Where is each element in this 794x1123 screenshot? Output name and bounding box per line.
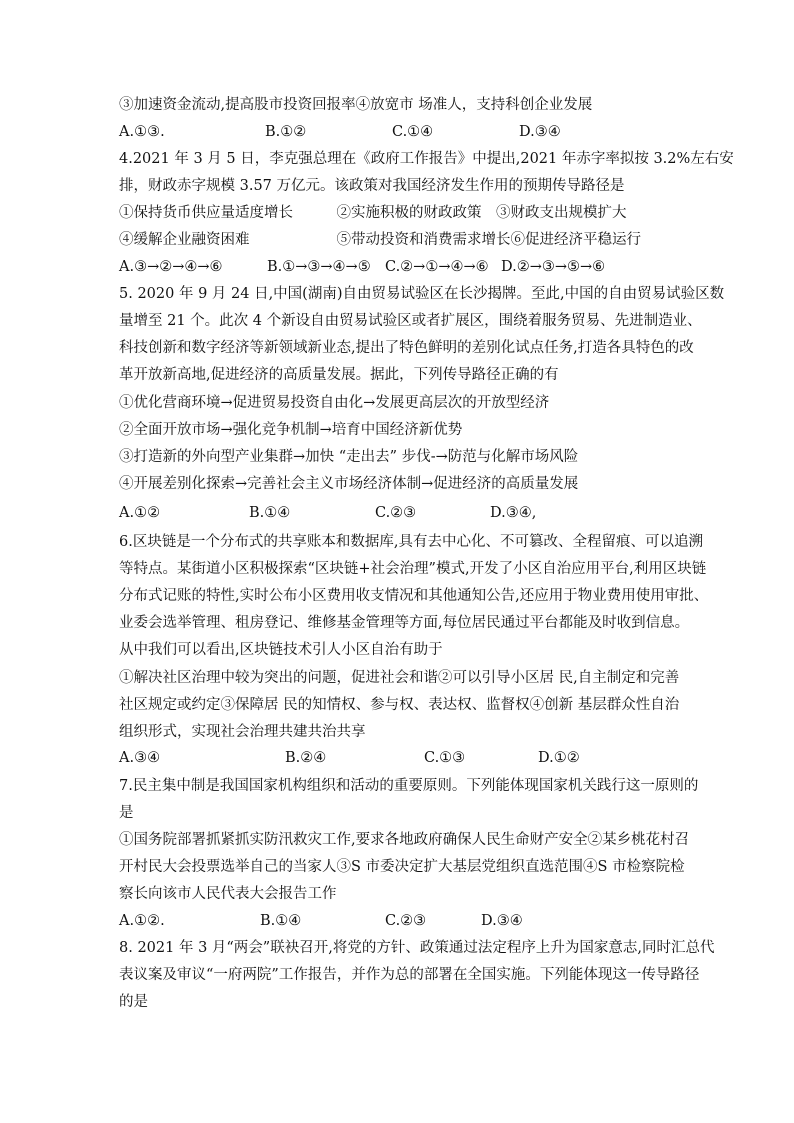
q6-choice-c: C.①③ [424, 750, 466, 766]
q3-choice-a: A.①③. [119, 124, 165, 140]
q7-stem-line: 7.民主集中制是我国国家机构组织和活动的重要原则。下列能体现国家机关践行这一原则的 [119, 778, 699, 794]
q5-choice-c: C.②③ [375, 505, 417, 521]
q5-option-line: ③打造新的外向型产业集群→加快 “走出去” 步伐-→防范与化解市场风险 [119, 449, 579, 465]
q5-choices [119, 503, 679, 523]
q6-stem-line: 6.区块链是一个分布式的共享账本和数据库,具有去中心化、不可篡改、全程留痕、可以追溯 [119, 534, 703, 550]
q4-stem-line: 4.2021 年 3 月 5 日，李克强总理在《政府工作报告》中提出,2021 年赤字率拟按 3.2%左右安 [119, 151, 734, 167]
q5-option-line: ②全面开放市场→强化竞争机制→培育中国经济新优势 [119, 422, 463, 438]
q5-option-line: ④开展差别化探索→完善社会主义市场经济体制→促进经济的高质量发展 [119, 476, 579, 492]
q6-choice-a: A.③④ [119, 750, 161, 766]
q7-choices [119, 911, 679, 931]
q6-choices [119, 748, 679, 768]
q4-choice-c: C.②→①→④→⑥ [385, 259, 489, 275]
q5-stem-line: 革开放新高地,促进经济的高质量发展。据此，下列传导路径正确的有 [119, 367, 559, 383]
q7-choice-a: A.①②. [119, 913, 165, 929]
q4-stem-line: 排，财政赤字规模 3.57 万亿元。该政策对我国经济发生作用的预期传导路径是 [119, 178, 625, 194]
q3-choice-d: D.③④ [519, 124, 561, 140]
q6-choice-d: D.①② [538, 750, 580, 766]
q6-stem-line: 业委会选举管理、租房登记、维修基金管理等方面,每位居民通过平台都能及时收到信息。 [119, 615, 690, 631]
q7-choice-d: D.③④ [481, 913, 523, 929]
q4-choice-b: B.①→③→④→⑤ [267, 259, 371, 275]
q8-stem-line: 表议案及审议“一府两院”工作报告，并作为总的部署在全国实施。下列能体现这一传导路径 [119, 967, 700, 983]
q5-choice-d: D.③④, [490, 505, 537, 521]
q6-option-line: 社区规定或约定③保障居 民的知情权、参与权、表达权、监督权④创新 基层群众性自治 [119, 697, 680, 713]
q7-stem-line: 是 [119, 805, 134, 821]
q3-choices [119, 122, 679, 142]
q8-stem-line: 的是 [119, 994, 148, 1010]
q6-choice-b: B.②④ [285, 750, 327, 766]
q7-option-line: 察长向该市人民代表大会报告工作 [119, 886, 337, 902]
q6-stem-line: 等特点。某街道小区积极探索“区块链+社会治理”模式,开发了小区自治应用平台,利用区块链 [119, 561, 707, 577]
q6-stem-line: 分布式记账的特性,实时公布小区费用收支情况和其他通知公告,还应用于物业费用使用审批、 [119, 588, 709, 604]
q7-option-line: 开村民大会投票选举自己的当家人③S 市委决定扩大基层党组织直选范围④S 市检察院检 [119, 859, 685, 875]
q7-choice-b: B.①④ [260, 913, 302, 929]
q4-choice-d: D.②→③→⑤→⑥ [501, 259, 606, 275]
q5-stem-line: 量增至 21 个。此次 4 个新设自由贸易试验区或者扩展区，围绕着服务贸易、先进制造业、 [119, 313, 702, 329]
q4-option-line: ①保持货币供应量适度增长 ②实施积极的财政政策 ③财政支出规模扩大 [119, 205, 627, 221]
q4-choices [119, 257, 679, 277]
q4-option-line: ④缓解企业融资困难 ⑤带动投资和消费需求增长⑥促进经济平稳运行 [119, 232, 641, 248]
q7-option-line: ①国务院部署抓紧抓实防汛救灾工作,要求各地政府确保人民生命财产安全②某乡桃花村召 [119, 832, 690, 848]
q4-choice-a: A.③→②→④→⑥ [119, 259, 223, 275]
q3-option-line: ③加速资金流动,提高股市投资回报率④放宽市 场准人，支持科创企业发展 [119, 97, 593, 113]
q3-choice-b: B.①② [265, 124, 307, 140]
q6-option-line: ①解决社区治理中较为突出的问题，促进社会和谐②可以引导小区居 民,自主制定和完善 [119, 670, 680, 686]
q5-choice-b: B.①④ [249, 505, 291, 521]
q5-choice-a: A.①② [119, 505, 161, 521]
q3-choice-c: C.①④ [392, 124, 434, 140]
q6-stem-line: 从中我们可以看出,区块链技术引人小区自治有助于 [119, 642, 443, 658]
q5-option-line: ①优化营商环境→促进贸易投资自由化→发展更高层次的开放型经济 [119, 395, 550, 411]
q8-stem-line: 8. 2021 年 3 月“两会”联袂召开,将党的方针、政策通过法定程序上升为国家意志,同时汇总代 [119, 940, 715, 956]
q5-stem-line: 科技创新和数字经济等新领域新业态,提出了特色鲜明的差别化试点任务,打造各具特色的改 [119, 340, 694, 356]
q6-option-line: 组织形式，实现社会治理共建共治共享 [119, 724, 366, 740]
q7-choice-c: C.②③ [385, 913, 427, 929]
q5-stem-line: 5. 2020 年 9 月 24 日,中国(湖南)自由贸易试验区在长沙揭牌。至此,中国的自由贸易试验区数 [119, 286, 725, 302]
